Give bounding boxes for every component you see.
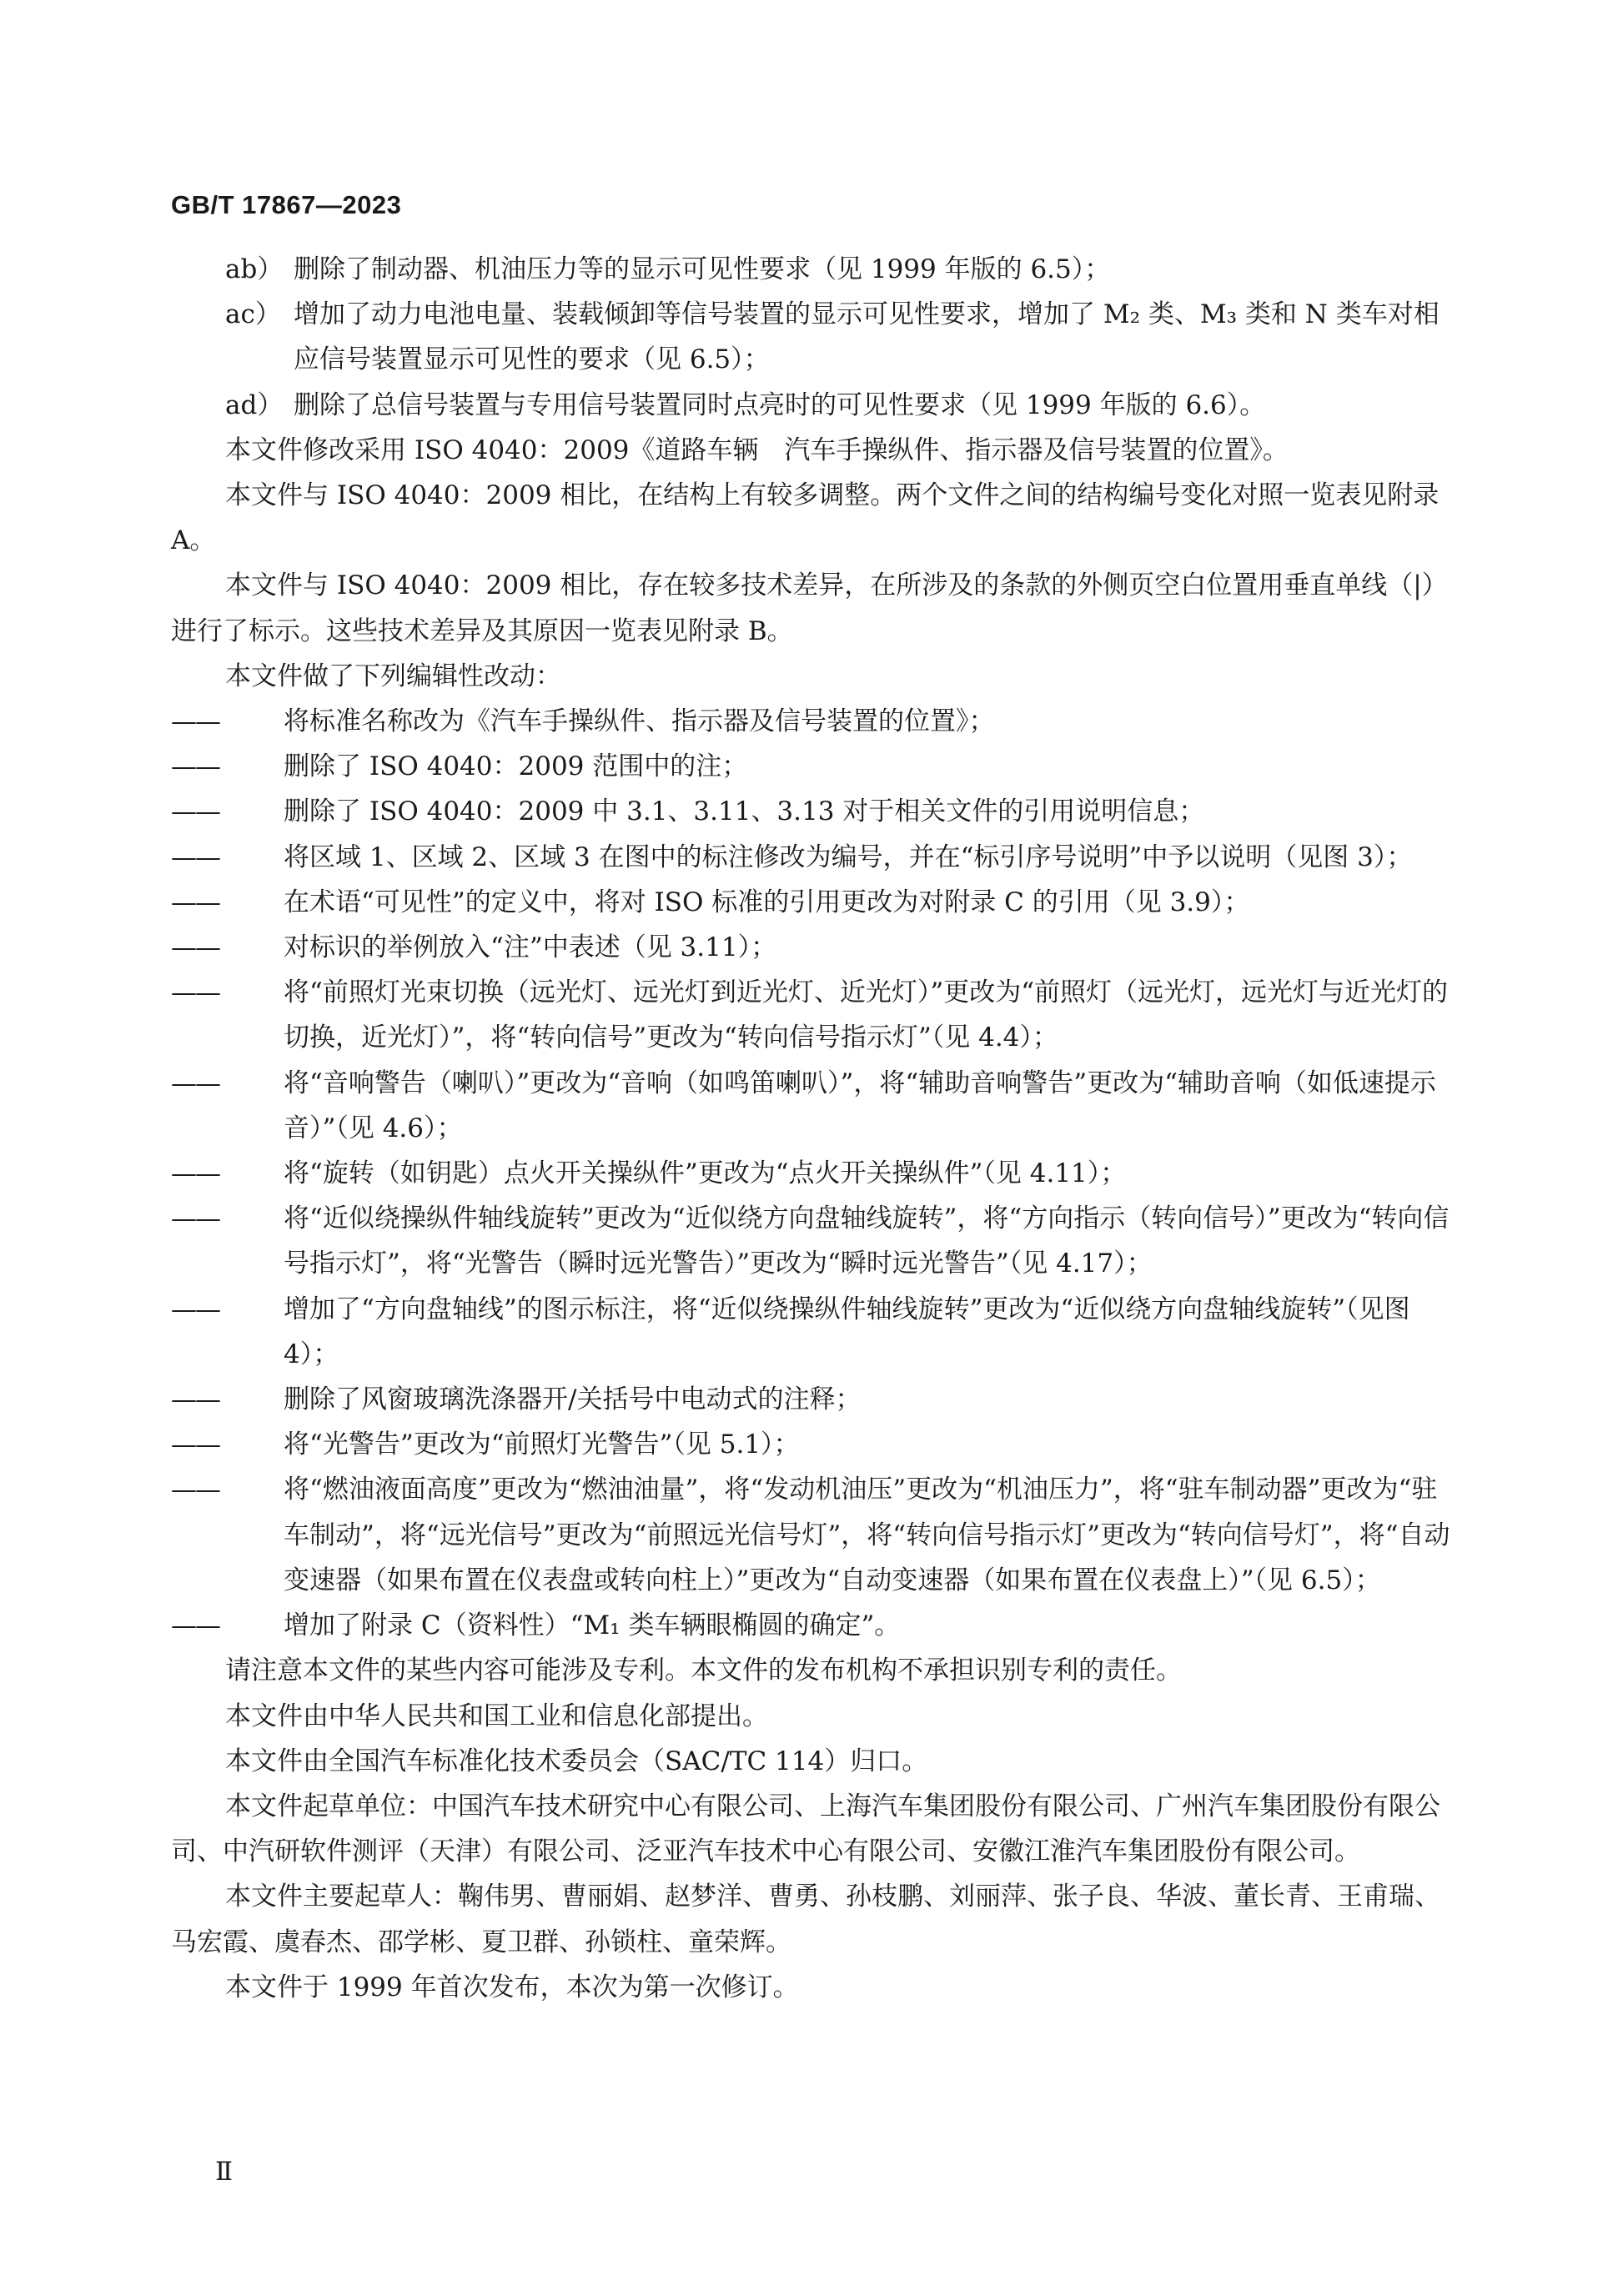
dash-item — [171, 1196, 1452, 1286]
dash-item — [171, 1151, 1452, 1196]
dash-item — [171, 1467, 1452, 1603]
dash-item — [171, 1603, 1452, 1648]
dash-item — [171, 1422, 1452, 1467]
dash-item-text: 对标识的举例放入“注”中表述（见 3.11）； — [284, 932, 777, 963]
dash-item-text: 增加了“方向盘轴线”的图示标注，将“近似绕操纵件轴线旋转”更改为“近似绕方向盘轴线旋转”（见图 4）； — [284, 1294, 1410, 1369]
dash-item — [171, 744, 1452, 789]
paragraph: 本文件做了下列编辑性改动： — [225, 661, 561, 691]
dash-item-text: 将“光警告”更改为“前照灯光警告”（见 5.1）； — [284, 1429, 800, 1460]
dash-item-text: 将“旋转（如钥匙）点火开关操纵件”更改为“点火开关操纵件”（见 4.11）； — [284, 1158, 1127, 1189]
paragraph: 本文件与 ISO 4040：2009 相比，在结构上有较多调整。两个文件之间的结构编号变化对照一览表见附录 A。 — [171, 480, 1440, 556]
dash-item — [171, 699, 1452, 744]
dash-item — [171, 880, 1452, 925]
dash-marker: —— — [171, 842, 219, 872]
dash-item-text: 将“前照灯光束切换（远光灯、远光灯到近光灯、近光灯）”更改为“前照灯（远光灯，远光灯与近光灯的切换，近光灯）”，将“转向信号”更改为“转向信号指示灯”（见 4.4）； — [284, 977, 1449, 1053]
dash-item-text: 将标准名称改为《汽车手操纵件、指示器及信号装置的位置》； — [284, 706, 995, 737]
dash-item — [171, 925, 1452, 970]
list-item — [171, 247, 1452, 292]
paragraph: 请注意本文件的某些内容可能涉及专利。本文件的发布机构不承担识别专利的责任。 — [225, 1655, 1182, 1686]
dash-marker: —— — [171, 932, 219, 963]
dash-marker: —— — [171, 751, 219, 782]
dash-item-text: 将区域 1、区域 2、区域 3 在图中的标注修改为编号，并在“标引序号说明”中予以说明（见图 3）； — [284, 842, 1413, 872]
dash-marker: —— — [171, 1610, 219, 1641]
dash-item-text: 将“燃油液面高度”更改为“燃油油量”，将“发动机油压”更改为“机油压力”，将“驻车制动器”更改为“驻车制动”，将“远光信号”更改为“前照远光信号灯”，将“转向信号指示灯”更改为“转向信号灯”，将“自动变速器（如果布置在仪表盘或转向柱上）”更改为“自动变速器（如果布置在仪表盘上）”（见 6.5）； — [284, 1475, 1450, 1595]
dash-marker: —— — [171, 796, 219, 827]
dash-item-text: 删除了风窗玻璃洗涤器开/关括号中电动式的注释； — [284, 1384, 862, 1415]
dash-marker: —— — [171, 1158, 219, 1189]
list-item-label: ab） — [225, 254, 284, 284]
page-number: Ⅱ — [215, 2157, 234, 2187]
dash-marker: —— — [171, 1294, 219, 1324]
list-item-label: ac） — [225, 299, 281, 330]
dash-item-text: 将“音响警告（喇叭）”更改为“音响（如鸣笛喇叭）”，将“辅助音响警告”更改为“辅助音响（如低速提示音）”（见 4.6）； — [284, 1068, 1436, 1143]
dash-item-text: 删除了 ISO 4040：2009 范围中的注； — [284, 751, 748, 782]
dash-item-text: 删除了 ISO 4040：2009 中 3.1、3.11、3.13 对于相关文件的引用说明信息； — [284, 796, 1205, 827]
dash-marker: —— — [171, 1384, 219, 1415]
paragraph: 本文件与 ISO 4040：2009 相比，存在较多技术差异，在所涉及的条款的外侧页空白位置用垂直单线（|）进行了标示。这些技术差异及其原因一览表见附录 B。 — [171, 570, 1448, 646]
dash-item-text: 增加了附录 C（资料性）“M₁ 类车辆眼椭圆的确定”。 — [284, 1610, 901, 1641]
dash-item — [171, 835, 1452, 880]
paragraph: 本文件起草单位：中国汽车技术研究中心有限公司、上海汽车集团股份有限公司、广州汽车集团股份有限公司、中汽研软件测评（天津）有限公司、泛亚汽车技术中心有限公司、安徽江淮汽车集团股份有限公司。 — [171, 1791, 1440, 1867]
dash-marker: —— — [171, 1429, 219, 1460]
list-item-text: 增加了动力电池电量、装载倾卸等信号装置的显示可见性要求，增加了 M₂ 类、M₃ 类和 N 类车对相应信号装置显示可见性的要求（见 6.5）； — [294, 299, 1440, 375]
dash-marker: —— — [171, 887, 219, 917]
dash-item — [171, 970, 1452, 1060]
foreword-body — [171, 247, 1452, 2010]
paragraph: 本文件由全国汽车标准化技术委员会（SAC/TC 114）归口。 — [225, 1746, 928, 1776]
dash-marker: —— — [171, 1475, 219, 1505]
dash-item-text: 在术语“可见性”的定义中，将对 ISO 标准的引用更改为对附录 C 的引用（见 3.9）； — [284, 887, 1250, 917]
standard-code-header: GB/T 17867—2023 — [171, 190, 402, 219]
list-item-label: ad） — [225, 389, 284, 420]
dash-marker: —— — [171, 977, 219, 1008]
paragraph: 本文件修改采用 ISO 4040：2009《道路车辆 汽车手操纵件、指示器及信号装置的位置》。 — [225, 435, 1289, 465]
paragraph: 本文件于 1999 年首次发布，本次为第一次修订。 — [225, 1972, 799, 2002]
dash-item — [171, 1377, 1452, 1422]
list-item-text: 删除了总信号装置与专用信号装置同时点亮时的可见性要求（见 1999 年版的 6.6）。 — [294, 389, 1266, 420]
list-item — [171, 292, 1452, 382]
paragraph: 本文件主要起草人：鞠伟男、曹丽娟、赵梦洋、曹勇、孙枝鹏、刘丽萍、张子良、华波、董长青、王甫瑞、马宏霞、虞春杰、邵学彬、夏卫群、孙锁柱、童荣辉。 — [171, 1882, 1440, 1957]
dash-item — [171, 789, 1452, 834]
dash-marker: —— — [171, 706, 219, 737]
dash-item — [171, 1061, 1452, 1151]
dash-marker: —— — [171, 1068, 219, 1098]
paragraph: 本文件由中华人民共和国工业和信息化部提出。 — [225, 1701, 768, 1731]
dash-item-text: 将“近似绕操纵件轴线旋转”更改为“近似绕方向盘轴线旋转”，将“方向指示（转向信号）”更改为“转向信号指示灯”，将“光警告（瞬时远光警告）”更改为“瞬时远光警告”（见 4.17）； — [284, 1203, 1450, 1279]
list-item-text: 删除了制动器、机油压力等的显示可见性要求（见 1999 年版的 6.5）； — [294, 254, 1111, 284]
dash-marker: —— — [171, 1203, 219, 1234]
dash-item — [171, 1287, 1452, 1377]
list-item — [171, 383, 1452, 428]
